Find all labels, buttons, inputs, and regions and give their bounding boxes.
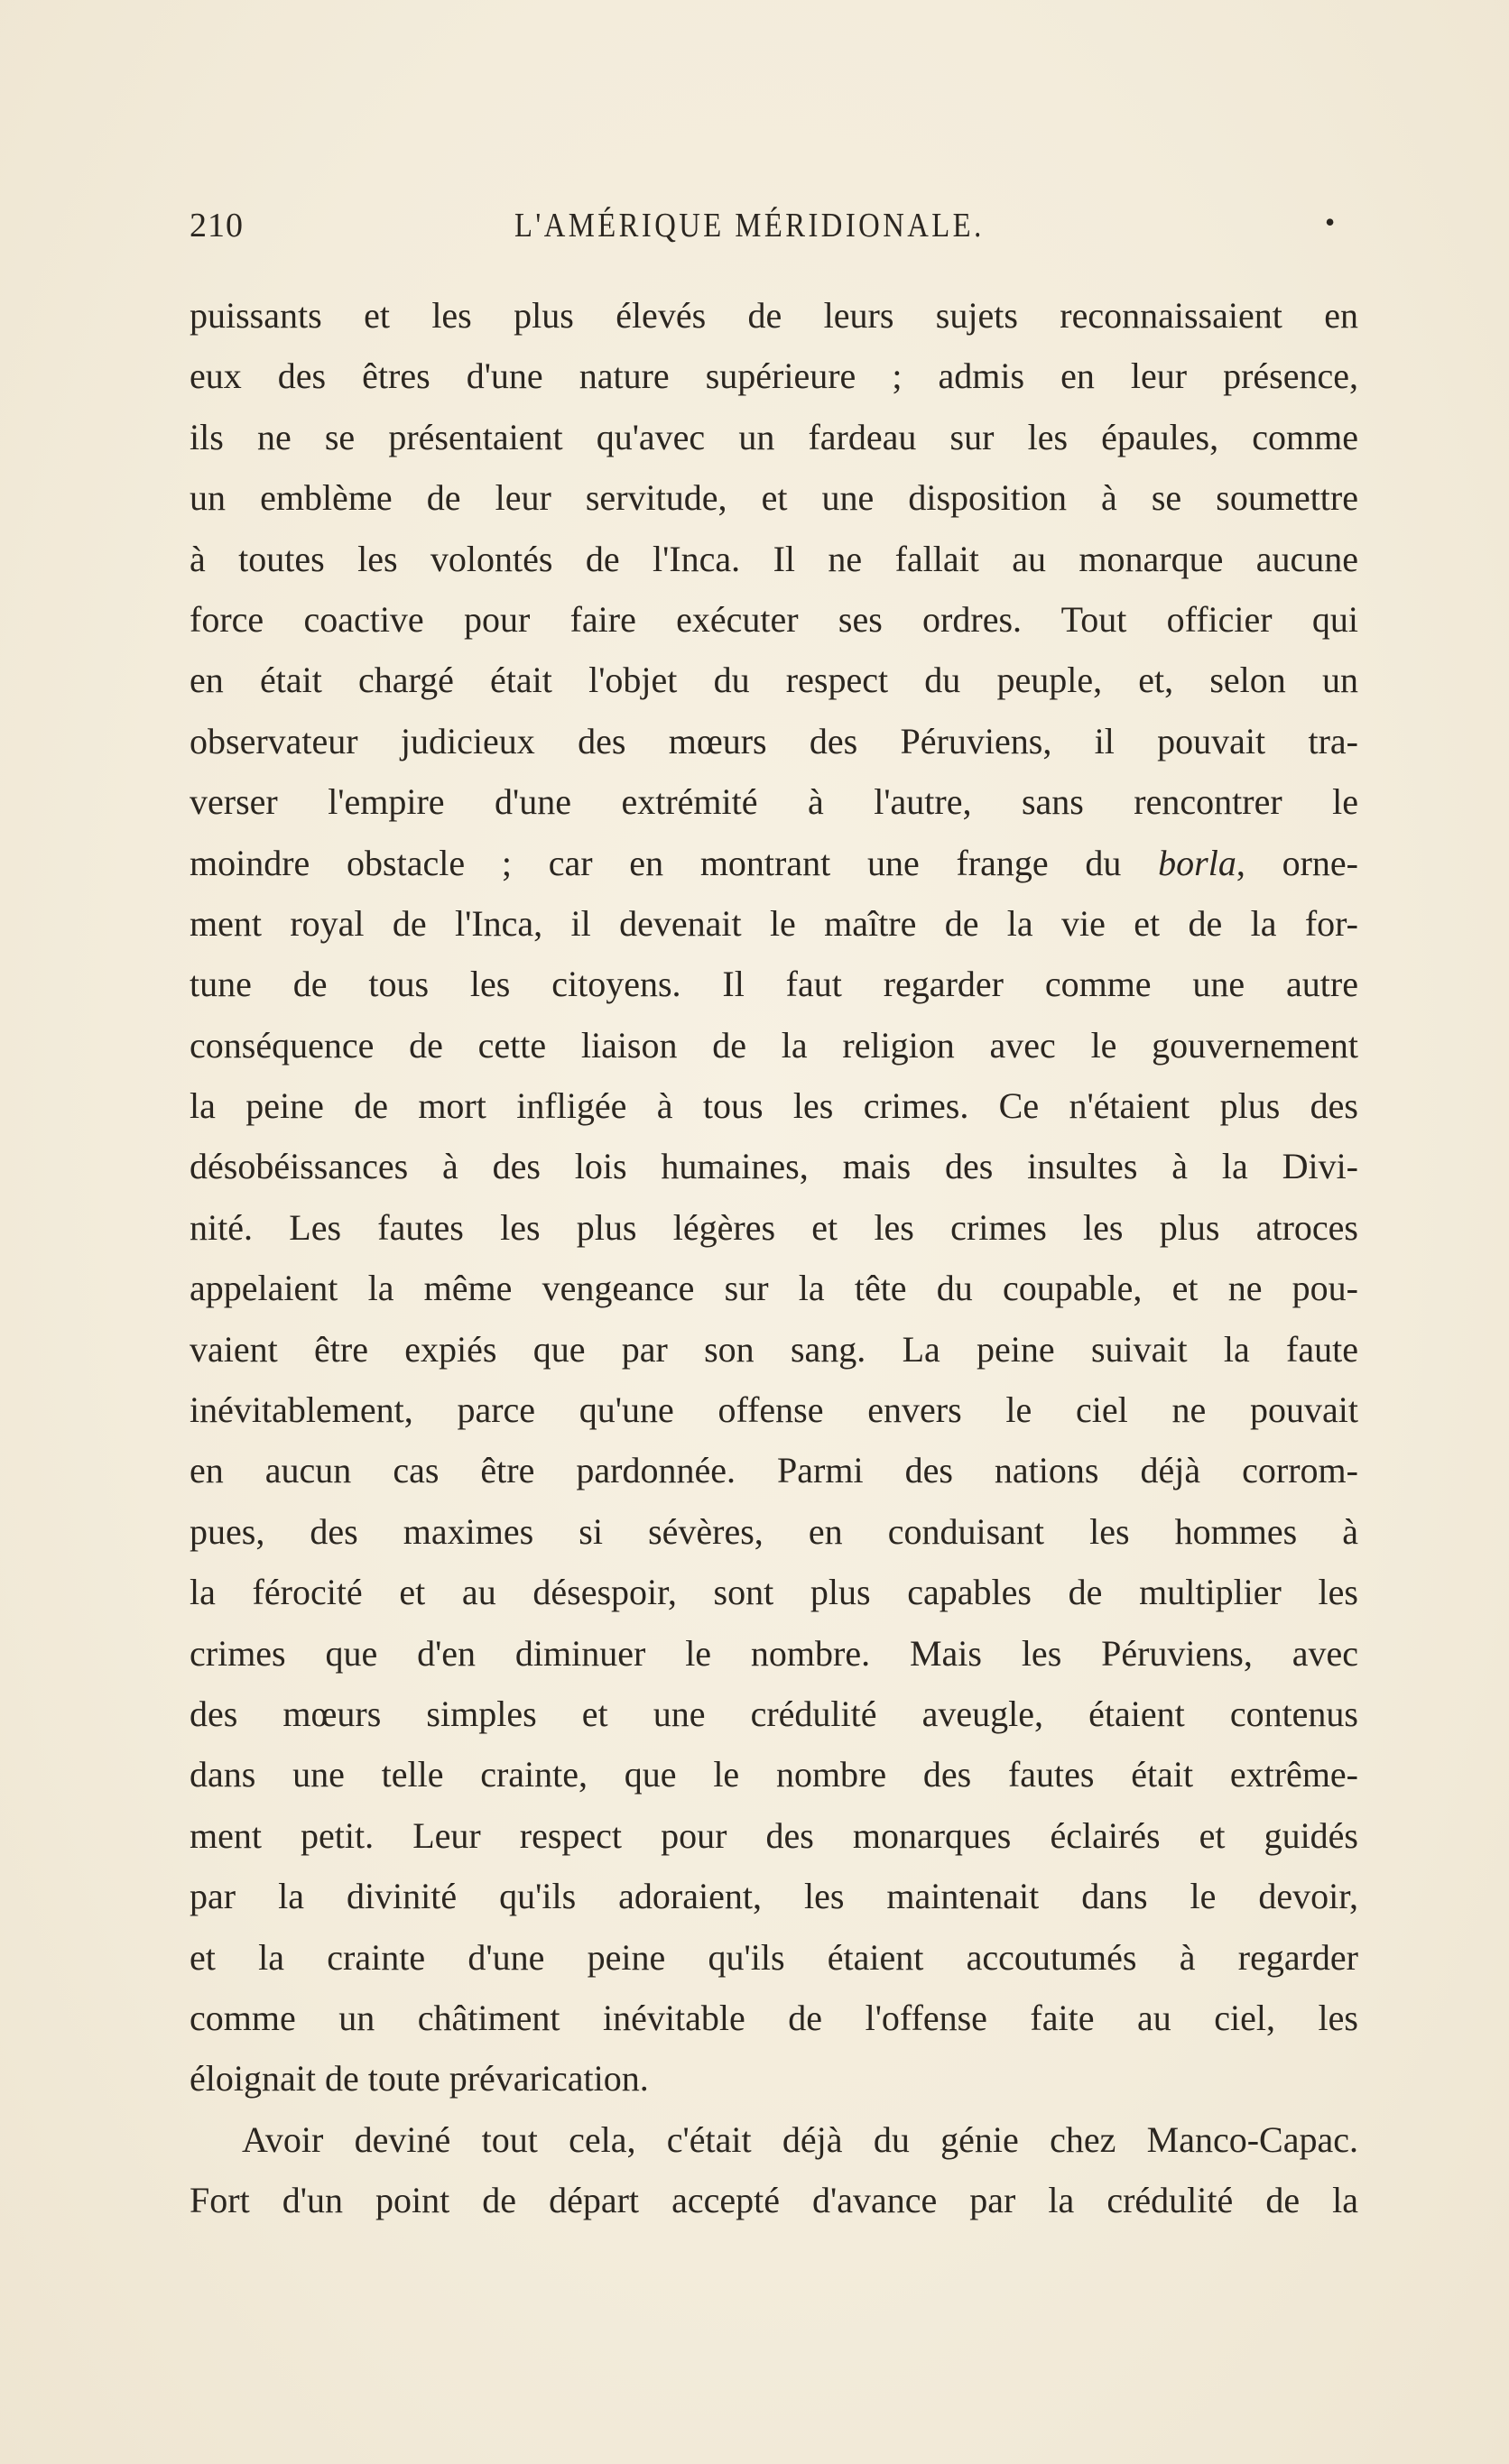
text-line: force coactive pour faire exécuter ses ordres. Tout officier qui [190,598,1358,640]
text-line: vaient être expiés que par son sang. La peine suivait la faute [190,1328,1358,1370]
italic-term-borla: borla [1158,842,1236,883]
page-header [190,206,1363,260]
text-line: dans une telle crainte, que le nombre des fautes était extrême- [190,1754,1358,1795]
text-line: appelaient la même vengeance sur la tête du coupable, et ne pou- [190,1268,1358,1309]
text-line: ils ne se présentaient qu'avec un fardeau sur les épaules, comme [190,416,1358,457]
text-line: inévitablement, parce qu'une offense envers le ciel ne pouvait [190,1389,1358,1431]
text-line: puissants et les plus élevés de leurs sujets reconnaissaient en [190,295,1358,336]
text-line: verser l'empire d'une extrémité à l'autre, sans rencontrer le [190,781,1358,823]
text-line: eux des êtres d'une nature supérieure ; admis en leur présence, [190,355,1358,397]
paragraph-start-line: Avoir deviné tout cela, c'était déjà du génie chez Manco-Capac. [242,2118,1358,2160]
text-line: pues, des maximes si sévères, en conduisant les hommes à [190,1510,1358,1552]
text-line: à toutes les volontés de l'Inca. Il ne fallait au monarque aucune [190,538,1358,579]
text-line: nité. Les fautes les plus légères et les crimes les plus atroces [190,1206,1358,1248]
body-text [190,285,1358,2231]
text-line: la peine de mort infligée à tous les crimes. Ce n'étaient plus des [190,1085,1358,1127]
text-line: en aucun cas être pardonnée. Parmi des nations déjà corrom- [190,1450,1358,1491]
text-line: un emblème de leur servitude, et une disposition à se soumettre [190,477,1358,519]
text-line: des mœurs simples et une crédulité aveugle, étaient contenus [190,1693,1358,1734]
text-line: par la divinité qu'ils adoraient, les maintenait dans le devoir, [190,1876,1358,1917]
text-line: ment royal de l'Inca, il devenait le maître de la vie et de la for- [190,902,1358,944]
running-title: L'AMÉRIQUE MÉRIDIONALE. [514,207,985,245]
text-line: la férocité et au désespoir, sont plus capables de multiplier les [190,1572,1358,1613]
text-line: Fort d'un point de départ accepté d'avance par la crédulité de la [190,2180,1358,2221]
page-number: 210 [190,207,244,245]
text-line: comme un châtiment inévitable de l'offense faite au ciel, les [190,1997,1358,2038]
text-line-with-italic: moindre obstacle ; car en montrant une frange du borla, orne- [190,842,1358,883]
paragraph-end-line: éloignait de toute prévarication. [190,2058,649,2099]
text-line: ment petit. Leur respect pour des monarques éclairés et guidés [190,1814,1358,1856]
text-line: désobéissances à des lois humaines, mais des insultes à la Divi- [190,1146,1358,1187]
text-line: crimes que d'en diminuer le nombre. Mais les Péruviens, avec [190,1632,1358,1674]
text-line: tune de tous les citoyens. Il faut regarder comme une autre [190,964,1358,1005]
text-line: observateur judicieux des mœurs des Péruviens, il pouvait tra- [190,720,1358,761]
text-line: et la crainte d'une peine qu'ils étaient accoutumés à regarder [190,1936,1358,1978]
header-dot-mark: • [1325,206,1336,238]
text-line: en était chargé était l'objet du respect du peuple, et, selon un [190,660,1358,701]
text-line: conséquence de cette liaison de la religion avec le gouvernement [190,1024,1358,1066]
